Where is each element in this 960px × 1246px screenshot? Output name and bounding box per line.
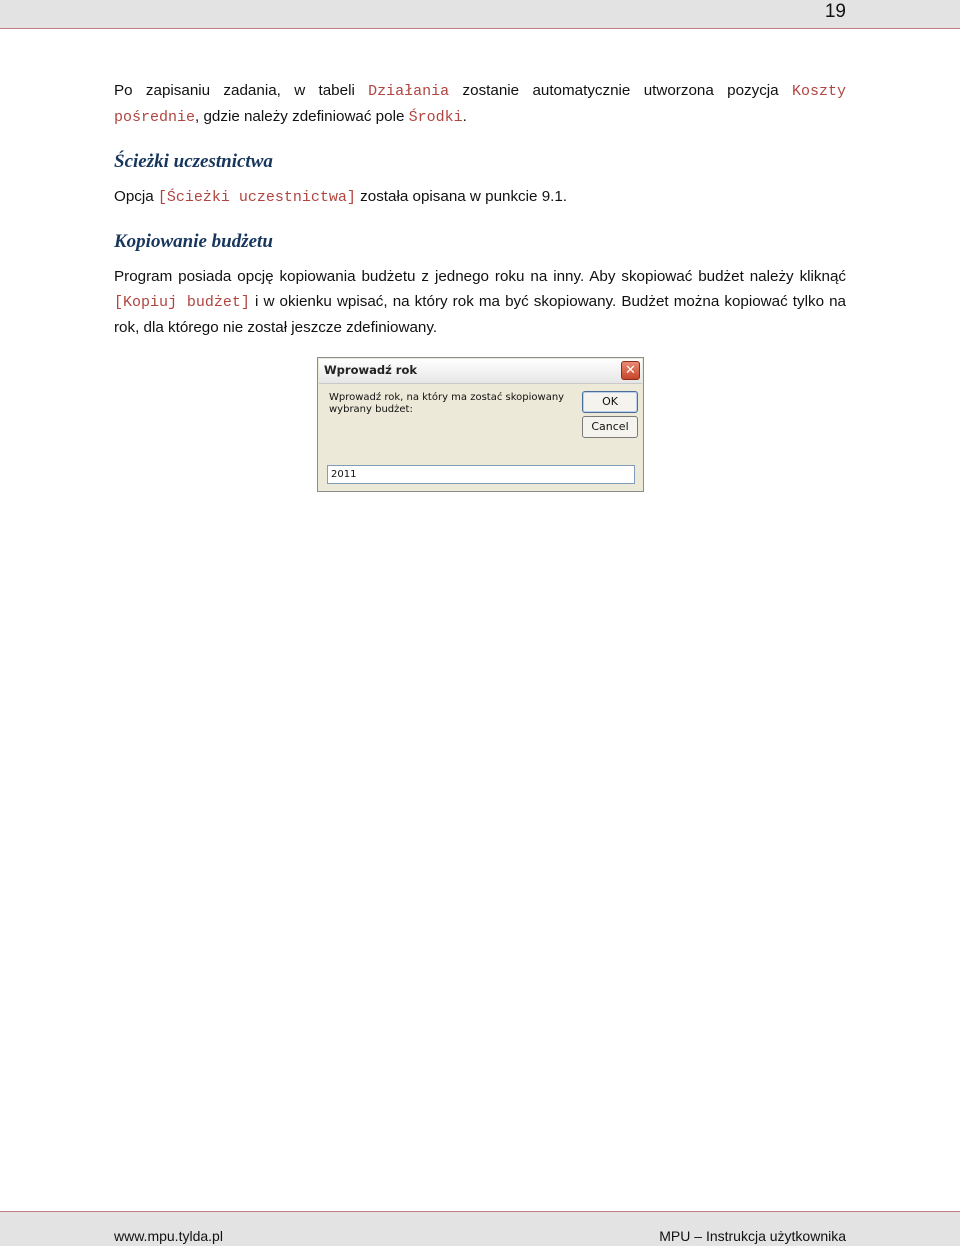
dialog-prompt: Wprowadź rok, na który ma zostać skopiowany wybrany budżet: <box>329 392 565 415</box>
close-icon[interactable]: ✕ <box>621 361 640 380</box>
dialog-title: Wprowadź rok <box>324 363 418 377</box>
text: , gdzie należy zdefiniować pole <box>195 108 409 125</box>
code-koszty-posrednie: Koszty pośrednie <box>114 83 846 126</box>
footer-manual-title: MPU – Instrukcja użytkownika <box>659 1228 846 1244</box>
text: i w okienku wpisać, na który rok ma być skopiowany. Budżet można kopiować tylko na rok, dla którego nie został jeszcze zdefiniowany. <box>114 293 846 336</box>
code-dzialania: Działania <box>368 83 450 100</box>
footer-website: www.mpu.tylda.pl <box>114 1228 223 1244</box>
paragraph-koszty <box>114 78 846 130</box>
page-header <box>0 0 960 29</box>
heading-kopiowanie-budzetu: Kopiowanie budżetu <box>114 231 273 252</box>
paragraph-sciezki <box>114 184 846 210</box>
text: Po zapisaniu zadania, w tabeli <box>114 82 369 99</box>
cancel-button[interactable]: Cancel <box>582 416 638 438</box>
paragraph-kopiowanie <box>114 264 846 340</box>
text: została opisana w punkcie 9.1. <box>355 188 568 205</box>
page-number: 19 <box>824 1 846 22</box>
year-input[interactable]: 2011 <box>327 465 635 484</box>
heading-sciezki-uczestnictwa: Ścieżki uczestnictwa <box>114 151 273 172</box>
enter-year-dialog <box>317 357 644 492</box>
dialog-titlebar[interactable] <box>319 359 642 384</box>
code-kopiuj-budzet: [Kopiuj budżet] <box>114 294 250 311</box>
text: Opcja <box>114 188 158 205</box>
ok-button[interactable]: OK <box>582 391 638 413</box>
text: Program posiada opcję kopiowania budżetu z jednego roku na inny. Aby skopiować budżet należy kliknąć <box>114 268 846 285</box>
text: zostanie automatycznie utworzona pozycja <box>449 82 792 99</box>
code-sciezki-uczestnictwa: [Ścieżki uczestnictwa] <box>157 189 356 206</box>
code-srodki: Środki <box>408 109 463 126</box>
text: . <box>462 108 467 125</box>
document-body <box>114 78 846 340</box>
